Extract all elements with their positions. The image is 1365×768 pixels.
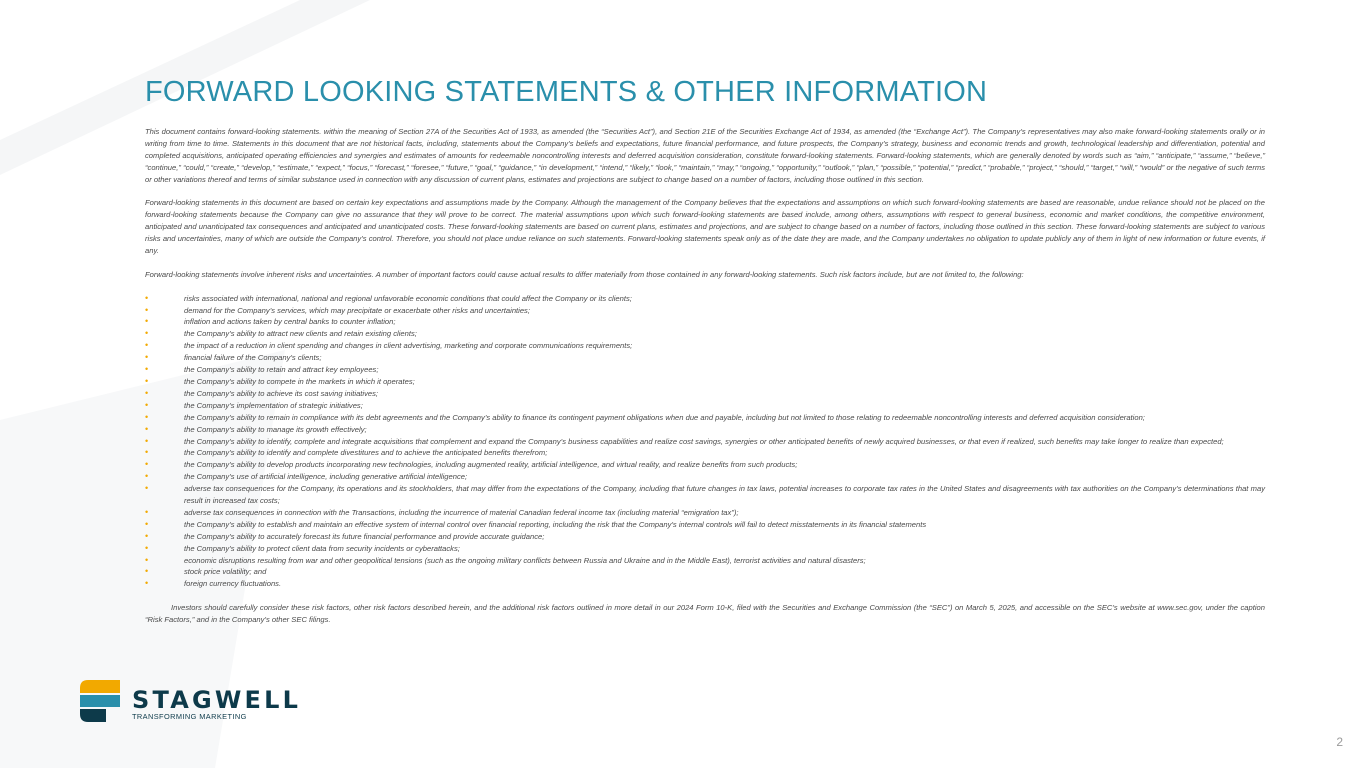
risk-factor-item (145, 471, 1265, 483)
risk-factor-item (145, 352, 1265, 364)
bullet-icon: • (145, 459, 149, 470)
bullet-icon: • (145, 530, 149, 541)
bullet-icon: • (145, 304, 149, 315)
risk-factor-item (145, 400, 1265, 412)
risk-factor-text: the Company’s ability to remain in compliance with its debt agreements and the Company’s ability to finance its contingent payment obligations when due and payable, including but not limited to those relating to redeemable noncontrolling interests and deferred acquisition consideration; (184, 412, 1145, 422)
intro-paragraph: This document contains forward-looking statements. within the meaning of Section 27A of the Securities Act of 1933, as amended (the “Securities Act”), and Section 21E of the Securities Exchange Act of 1934, as amended (the “Exchange Act”). The Company’s representatives may also make forward-looking statements orally or in writing from time to time. Statements in this document that are not historical facts, including, statements about the Company’s beliefs and expectations, future financial performance, and future prospects, the Company’s strategy, business and economic trends and growth, technological leadership and differentiation, potential and completed acquisitions, anticipated operating efficiencies and synergies and estimates of amounts for redeemable noncontrolling interests and deferred acquisition consideration, constitute forward-looking statements. Forward-looking statements, which are generally denoted by words such as “aim,” “anticipate,” “assume,” “believe,” “continue,” “could,” “create,” “develop,” “estimate,” “expect,” “focus,” “forecast,” “foresee,” “future,” “goal,” “guidance,” “in development,” “intend,” “likely,” “look,” “maintain,” “may,” “ongoing,” “opportunity,” “outlook,” “plan,” “possible,” “potential,” “predict,” “probable,” “project,” “should,” “target,” “will,” “would” or the negative of such terms or other variations thereof and terms of similar substance used in connection with any discussion of current plans, estimates and projections are subject to change based on a number of factors, including those outlined in this section. (145, 127, 1265, 184)
risk-factor-text: adverse tax consequences in connection with the Transactions, including the incurrence of material Canadian federal income tax (including material “emigration tax”); (184, 507, 739, 517)
bullet-icon: • (145, 506, 149, 517)
logo-tagline: TRANSFORMING MARKETING (132, 712, 247, 721)
risk-factor-item (145, 388, 1265, 400)
risk-factor-text: the Company’s ability to compete in the markets in which it operates; (184, 376, 415, 386)
bullet-icon: • (145, 447, 149, 458)
bullet-icon: • (145, 471, 149, 482)
risk-factor-text: the Company’s ability to manage its growth effectively; (184, 424, 367, 434)
bullet-icon: • (145, 399, 149, 410)
risk-factor-item (145, 436, 1265, 448)
risk-factor-text: inflation and actions taken by central banks to counter inflation; (184, 317, 396, 327)
risk-factor-text: the Company’s ability to establish and maintain an effective system of internal control over financial reporting, including the risk that the Company’s internal controls will fail to detect misstatements in its financial statements (184, 519, 927, 529)
risk-factor-item (145, 566, 1265, 578)
risk-factor-text: the Company’s ability to protect client data from security incidents or cyberattacks; (184, 543, 460, 553)
bullet-icon: • (145, 518, 149, 529)
risk-factor-item (145, 293, 1265, 305)
risk-factor-text: risks associated with international, national and regional unfavorable economic conditions that could affect the Company or its clients; (184, 293, 632, 303)
bullet-icon: • (145, 578, 149, 589)
bullet-icon: • (145, 566, 149, 577)
risk-factor-text: the impact of a reduction in client spending and changes in client advertising, marketing and corporate communications requirements; (184, 341, 633, 351)
risk-factor-item (145, 447, 1265, 459)
slide-content (145, 126, 1265, 626)
bullet-icon: • (145, 340, 149, 351)
risk-factor-text: the Company’s ability to achieve its cost saving initiatives; (184, 388, 379, 398)
closing-paragraph: Investors should carefully consider these risk factors, other risk factors described herein, and the additional risk factors outlined in more detail in our 2024 Form 10-K, filed with the Securities and Exchange Commission (the “SEC”) on March 5, 2025, and accessible on the SEC’s website at www.sec.gov, under the caption “Risk Factors,” and in the Company’s other SEC filings. (145, 603, 1265, 625)
bullet-icon: • (145, 435, 149, 446)
risk-factor-text: the Company’s ability to retain and attract key employees; (184, 365, 379, 375)
bullet-icon: • (145, 387, 149, 398)
risk-factor-text: the Company’s ability to identify and complete divestitures and to achieve the anticipated benefits therefrom; (184, 448, 548, 458)
risk-factor-text: the Company’s implementation of strategic initiatives; (184, 400, 363, 410)
bullet-icon: • (145, 364, 149, 375)
risk-factor-item (145, 483, 1265, 507)
risk-factor-item (145, 543, 1265, 555)
bullet-icon: • (145, 316, 149, 327)
bullet-icon: • (145, 375, 149, 386)
risk-factor-item (145, 531, 1265, 543)
bullet-icon: • (145, 423, 149, 434)
risk-factor-item (145, 412, 1265, 424)
risk-factor-text: demand for the Company’s services, which may precipitate or exacerbate other risks and uncertainties; (184, 305, 530, 315)
bullet-icon: • (145, 328, 149, 339)
risk-factor-text: the Company’s ability to identify, complete and integrate acquisitions that complement and expand the Company’s business capabilities and realize cost savings, synergies or other anticipated benefits of newly acquired businesses, or that even if realized, such benefits may take longer to realize than expected; (184, 436, 1224, 446)
risk-factor-item (145, 316, 1265, 328)
risk-factor-item (145, 424, 1265, 436)
bullet-icon: • (145, 554, 149, 565)
risk-factor-text: the Company’s use of artificial intelligence, including generative artificial intelligence; (184, 472, 468, 482)
slide-title: FORWARD LOOKING STATEMENTS & OTHER INFORMATION (145, 76, 988, 108)
stagwell-logo (80, 680, 300, 724)
risk-factor-text: the Company’s ability to accurately forecast its future financial performance and provide accurate guidance; (184, 531, 545, 541)
risk-factor-text: the Company’s ability to attract new clients and retain existing clients; (184, 329, 417, 339)
risk-factor-item (145, 507, 1265, 519)
risks-intro-paragraph: Forward-looking statements involve inherent risks and uncertainties. A number of important factors could cause actual results to differ materially from those contained in any forward-looking statements. Such risk factors include, but are not limited to, the following: (145, 269, 1024, 279)
risk-factor-text: economic disruptions resulting from war and other geopolitical tensions (such as the ongoing military conflicts between Russia and Ukraine and in the Middle East), terrorist activities and natural disasters; (184, 555, 866, 565)
risk-factor-text: adverse tax consequences for the Company, its operations and its stockholders, that may differ from the expectations of the Company, including that future changes in tax laws, potential increases to corporate tax rates in the United States and disagreements with tax authorities on the Company’s determinations that may result in increased tax costs; (184, 484, 1265, 506)
page-number: 2 (1336, 735, 1343, 749)
risk-factor-item (145, 305, 1265, 317)
risk-factor-item (145, 340, 1265, 352)
bullet-icon: • (145, 292, 149, 303)
risk-factor-item (145, 459, 1265, 471)
stagwell-mark-icon (80, 680, 124, 722)
risk-factor-item (145, 519, 1265, 531)
bullet-icon: • (145, 411, 149, 422)
bullet-icon: • (145, 352, 149, 363)
logo-wordmark: STAGWELL (132, 686, 302, 714)
bullet-icon: • (145, 542, 149, 553)
risk-factor-text: stock price volatility; and (184, 567, 267, 577)
risk-factor-text: financial failure of the Company’s clients; (184, 353, 322, 363)
risk-factor-item (145, 364, 1265, 376)
bullet-icon: • (145, 483, 149, 494)
risk-factor-text: foreign currency fluctuations. (184, 579, 282, 589)
assumptions-paragraph: Forward-looking statements in this document are based on certain key expectations and assumptions made by the Company. Although the management of the Company believes that the expectations and assumptions on which such forward-looking statements are based are reasonable, undue reliance should not be placed on the forward-looking statements because the Company can give no assurance that they will prove to be correct. The material assumptions upon which such forward-looking statements are based include, among others, assumptions with respect to general business, economic and market conditions, the competitive environment, anticipated and unanticipated tax consequences and anticipated and unanticipated costs. These forward-looking statements are based on current plans, estimates and projections, and are subject to change based on a number of factors, including those outlined in this section. These forward-looking statements are subject to various risks and uncertainties, many of which are outside the Company’s control. Therefore, you should not place undue reliance on such statements. Forward-looking statements speak only as of the date they are made, and the Company undertakes no obligation to update publicly any of them in light of new information or future events, if any. (145, 198, 1265, 256)
risk-factor-item (145, 328, 1265, 340)
risk-factor-item (145, 376, 1265, 388)
risk-factor-text: the Company’s ability to develop products incorporating new technologies, including augmented reality, artificial intelligence, and virtual reality, and realize benefits from such products; (184, 460, 798, 470)
risk-factor-item (145, 578, 1265, 590)
risk-factor-list (145, 293, 1265, 591)
risk-factor-item (145, 555, 1265, 567)
